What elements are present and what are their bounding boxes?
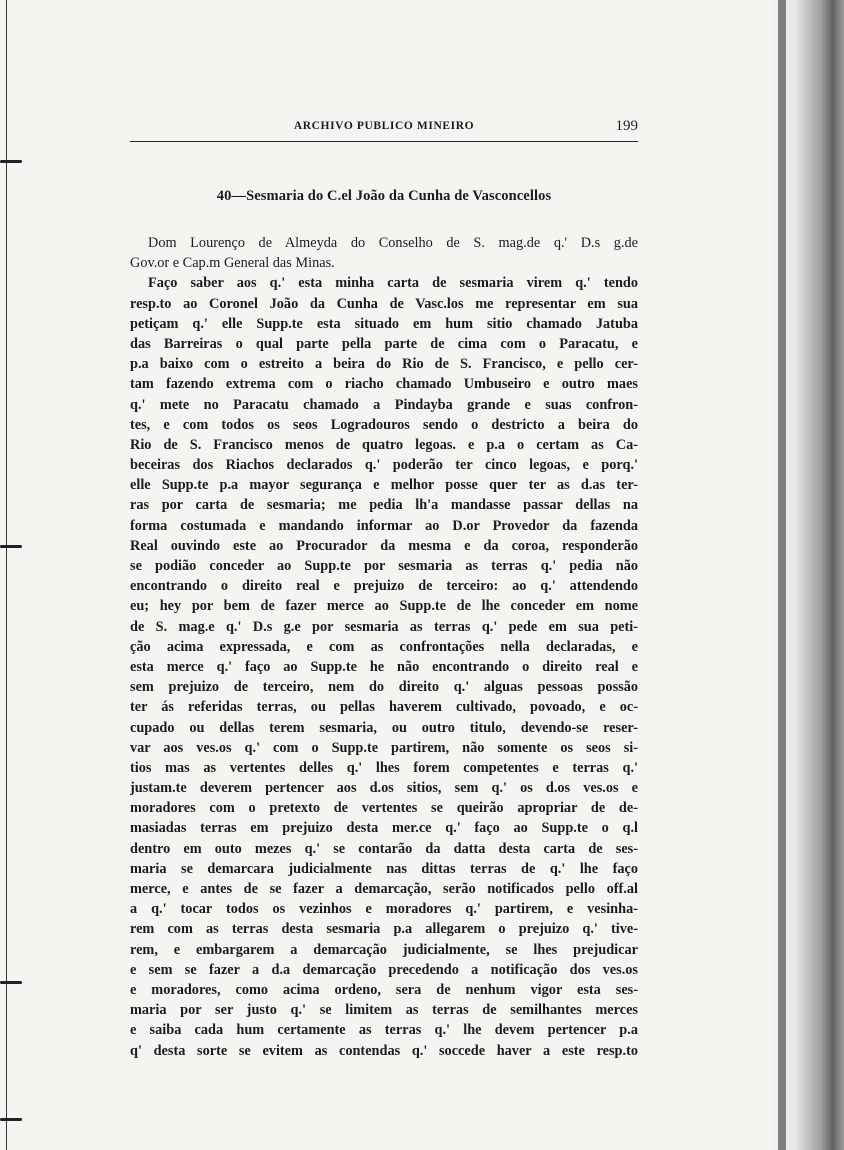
text-line: e sem se fazer a d.a demarcação precedendo a notificação dos ves.os — [130, 961, 638, 978]
binding-stitch — [0, 1118, 22, 1121]
page-number: 199 — [615, 118, 638, 134]
text-line: tes, e com todos os seos Logradouros sendo o destricto a beira do — [130, 416, 638, 433]
text-line: Dom Lourenço de Almeyda do Conselho de S. mag.de q.' D.s g.de — [148, 235, 638, 251]
text-line: q.' mete no Paracatu chamado a Pindayba grande e suas confron- — [130, 396, 638, 413]
text-line: Rio de S. Francisco menos de quatro legoas. e p.a o certam as Ca- — [130, 436, 638, 453]
text-line: encontrando o direito real e prejuizo de terceiro: ao q.' attendendo — [130, 578, 638, 595]
text-line: tios mas as vertentes delles q.' lhes forem competentes e terras q.' — [130, 759, 638, 776]
text-line: resp.to ao Coronel João da Cunha de Vasc.los me representar em sua — [130, 295, 638, 312]
text-line: justam.te deverem pertencer aos d.os sitios, sem q.' os d.os ves.os e — [130, 780, 638, 797]
binding-stitch — [0, 545, 22, 548]
text-line: a q.' tocar todos os vezinhos e moradores q.' partirem, e vesinha- — [130, 901, 638, 918]
text-line: merce, e antes de se fazer a demarcação, serão notificados pello off.al — [130, 881, 638, 897]
gutter-shadow — [768, 0, 844, 1150]
text-line: dentro em outo mezes q.' se contarão da datta desta carta de ses- — [130, 840, 638, 857]
text-line: p.a baixo com o estreito a beira do Rio de S. Francisco, e pello cer- — [130, 356, 638, 373]
text-line: forma costumada e mandando informar ao D.or Provedor da fazenda — [130, 517, 638, 534]
text-line: masiadas terras em prejuizo desta mer.ce q.' faço ao Supp.te o q.l — [130, 820, 638, 837]
binding-stitch — [0, 160, 22, 163]
text-line: maria se demarcara judicialmente nas dittas terras de q.' lhe faço — [130, 860, 638, 877]
text-line: tam fazendo extrema com o riacho chamado Umbuseiro e outro maes — [130, 376, 638, 393]
text-line: var aos ves.os q.' com o Supp.te partirem, não somente os seos si- — [130, 739, 638, 756]
text-line: esta merce q.' faço ao Supp.te he não encontrando o direito real e — [130, 658, 638, 675]
text-line: petiçam q.' elle Supp.te esta situado em hum sitio chamado Jatuba — [130, 315, 638, 332]
text-line: de S. mag.e q.' D.s g.e por sesmaria as terras q.' pede em sua peti- — [130, 618, 638, 635]
text-line: moradores com o pretexto de vertentes se queirão apropriar de de- — [130, 800, 638, 817]
text-line: q' desta sorte se evitem as contendas q.' soccede haver a este resp.to — [130, 1042, 638, 1059]
text-line: Gov.or e Cap.m General das Minas. — [130, 255, 335, 272]
binding-stitch — [0, 981, 22, 984]
text-line: e moradores, como acima ordeno, sera de nenhum vigor esta ses- — [130, 981, 638, 998]
page-content — [130, 118, 638, 1061]
text-line: beceiras dos Riachos declarados q.' poderão ter cinco legoas, e porq.' — [130, 457, 638, 474]
text-line: Faço saber aos q.' esta minha carta de sesmaria virem q.' tendo — [148, 275, 638, 292]
running-title: ARCHIVO PUBLICO MINEIRO — [293, 120, 475, 132]
text-line: Real ouvindo este ao Procurador da mesma e da coroa, responderão — [130, 537, 638, 554]
text-line: rem com as terras desta sesmaria p.a allegarem o prejuizo q.' tive- — [130, 921, 638, 938]
document-body — [130, 233, 638, 1061]
text-line: ção acima expressada, e com as confrontações nella declaradas, e — [130, 638, 638, 655]
text-line: elle Supp.te p.a mayor segurança e melhor posse quer ter as d.as ter- — [130, 477, 638, 494]
text-line: e saiba cada hum certamente as terras q.' lhe devem pertencer p.a — [130, 1022, 638, 1039]
text-line: ras por carta de sesmaria; me pedia lh'a mandasse passar dellas na — [130, 497, 638, 514]
text-line: sem prejuizo de terceiro, nem do direito q.' alguas pessoas possão — [130, 679, 638, 696]
text-line: ter ás referidas terras, ou pellas haverem cultivado, povoado, e oc- — [130, 699, 638, 716]
text-line: eu; hey por bem de fazer merce ao Supp.te de lhe conceder em nome — [130, 598, 638, 615]
text-line: das Barreiras o qual parte pella parte de cima com o Paracatu, e — [130, 335, 638, 352]
text-line: rem, e embargarem a demarcação judicialmente, se lhes prejudicar — [130, 941, 638, 958]
header-rule — [130, 141, 638, 142]
document-title: 40—Sesmaria do C.el João da Cunha de Vasconcellos — [216, 188, 552, 204]
text-line: cupado ou dellas terem sesmaria, ou outro titulo, devendo-se reser- — [130, 719, 638, 736]
binding-edge-line — [6, 0, 7, 1150]
text-line: maria por ser justo q.' se limitem as terras de semilhantes merces — [130, 1002, 638, 1019]
text-line: se podião conceder ao Supp.te por sesmaria as terras q.' pedia não — [130, 558, 638, 574]
running-header — [130, 118, 638, 136]
